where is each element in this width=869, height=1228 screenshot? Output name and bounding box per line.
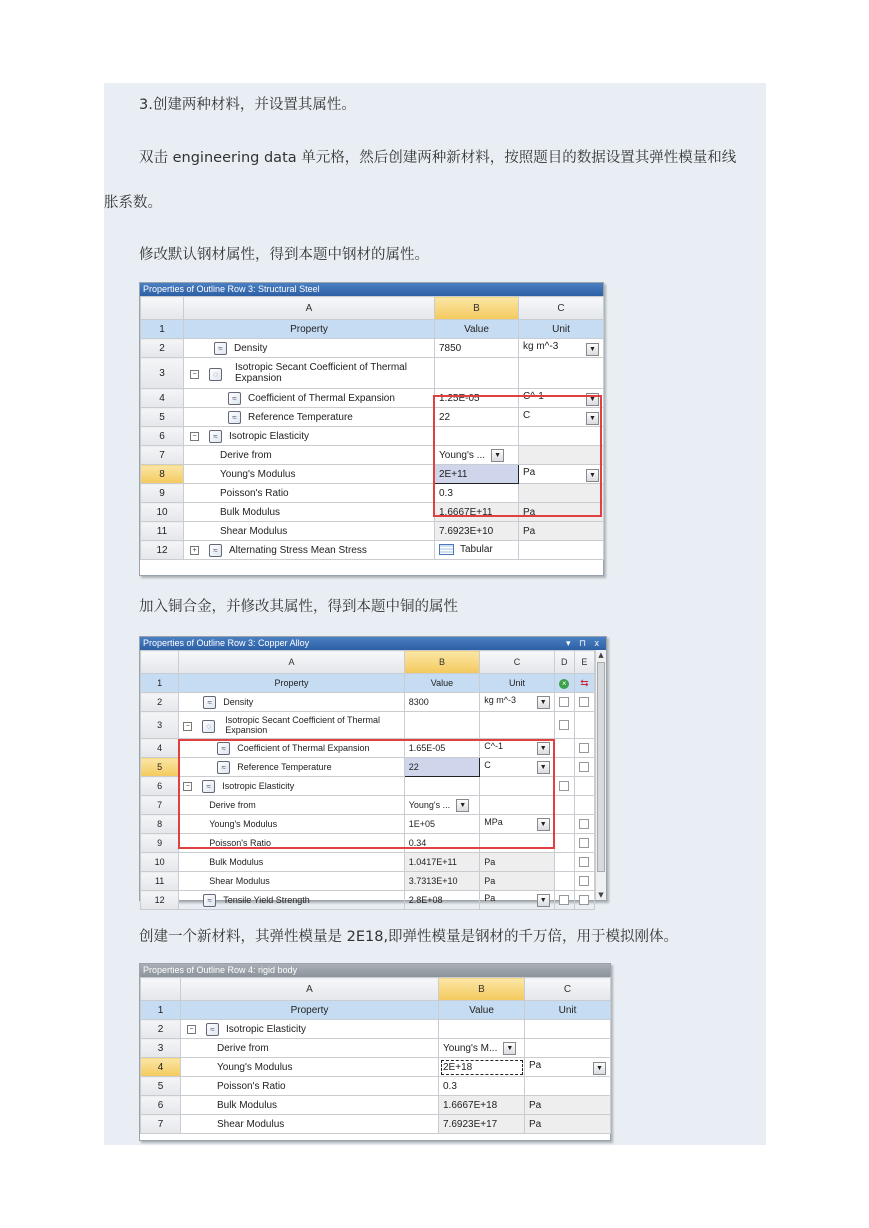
panel-title: Properties of Outline Row 4: rigid body	[140, 964, 610, 977]
row-number[interactable]: 5	[141, 1077, 181, 1096]
unit-cell[interactable]	[519, 358, 604, 389]
row-number[interactable]: 3	[141, 1039, 181, 1058]
checkbox[interactable]	[579, 838, 589, 848]
value-cell: 7.6923E+10	[435, 522, 519, 541]
value-cell[interactable]: 8300	[404, 693, 479, 712]
row-number[interactable]: 5	[141, 408, 184, 427]
panel-title: Properties of Outline Row 3: Copper Alloy	[143, 638, 310, 648]
unit-cell: Pa	[525, 1115, 611, 1134]
column-header-b[interactable]: B	[404, 651, 479, 674]
column-header-c[interactable]: C	[525, 978, 611, 1001]
column-header-c[interactable]: C	[480, 651, 554, 674]
row-number[interactable]: 4	[141, 1058, 181, 1077]
unit-cell	[519, 446, 604, 465]
value-cell[interactable]: 2.8E+08	[404, 891, 479, 910]
checkbox[interactable]	[579, 743, 589, 753]
value-header: Value	[435, 320, 519, 339]
row-number[interactable]: 8	[141, 815, 179, 834]
table-row[interactable]	[141, 541, 604, 560]
unit-text: Pa	[484, 893, 496, 903]
table-row[interactable]	[141, 446, 604, 465]
property-name: Coefficient of Thermal Expansion	[248, 392, 395, 404]
value-cell[interactable]	[404, 777, 479, 796]
derive-from-select[interactable]	[439, 1039, 525, 1058]
value-cell[interactable]: 1.65E-05	[404, 739, 479, 758]
unit-text: Pa	[529, 1059, 542, 1071]
dropdown-arrow-icon[interactable]: ▼	[586, 469, 599, 482]
property-name: Isotropic Elasticity	[222, 780, 295, 791]
column-header-d[interactable]: D	[554, 651, 574, 674]
property-header: Property	[184, 320, 435, 339]
table-row[interactable]	[141, 693, 595, 712]
row-number[interactable]: 7	[141, 446, 184, 465]
steel-properties-panel	[139, 282, 604, 576]
unit-cell	[519, 484, 604, 503]
checkbox[interactable]	[579, 876, 589, 886]
property-name: Poisson's Ratio	[181, 1077, 439, 1096]
steel-properties-table	[140, 296, 604, 560]
column-header-b[interactable]: B	[435, 297, 519, 320]
table-icon	[439, 544, 454, 555]
property-icon: ≈	[214, 342, 227, 355]
value-cell[interactable]: 1E+05	[404, 815, 479, 834]
value-cell[interactable]: 1.25E-05	[435, 389, 519, 408]
property-name: Alternating Stress Mean Stress	[229, 544, 367, 556]
row-number[interactable]: 9	[141, 834, 179, 853]
paragraph-steel: 修改默认钢材属性，得到本题中钢材的属性。	[139, 247, 429, 263]
property-name: Isotropic Secant Coefficient of Thermal Expansion	[235, 362, 407, 384]
dropdown-arrow-icon[interactable]: ▼	[593, 1062, 606, 1075]
table-row[interactable]	[141, 834, 595, 853]
select-value: Young's ...	[408, 799, 451, 810]
unit-cell[interactable]	[519, 427, 604, 446]
table-row[interactable]	[141, 1058, 611, 1077]
unit-cell[interactable]	[519, 389, 604, 408]
value-cell[interactable]	[439, 1020, 525, 1039]
table-row[interactable]	[141, 1077, 611, 1096]
property-name: Shear Modulus	[184, 522, 435, 541]
scroll-up-icon[interactable]: ▲	[598, 651, 604, 659]
paragraph-rigid: 创建一个新材料，其弹性模量是 2E18,即弹性模量是钢材的千万倍，用于模拟刚体。	[139, 929, 679, 945]
dropdown-arrow-icon[interactable]: ▼	[456, 799, 469, 812]
scrollbar-thumb[interactable]	[597, 662, 605, 872]
row-number[interactable]: 5	[141, 758, 179, 777]
row-number[interactable]: 7	[141, 1115, 181, 1134]
table-row[interactable]	[141, 358, 604, 389]
unit-cell[interactable]	[519, 339, 604, 358]
property-icon: ≈	[209, 430, 222, 443]
property-header: Property	[181, 1001, 439, 1020]
property-icon: ≈	[203, 696, 216, 709]
value-cell[interactable]: 0.3	[439, 1077, 525, 1096]
unit-cell	[480, 796, 554, 815]
unit-cell: Pa	[480, 872, 554, 891]
panel-titlebar	[140, 637, 606, 650]
property-name: Isotropic Secant Coefficient of Thermal Expansion	[225, 715, 380, 735]
value-cell[interactable]: 2E+18	[439, 1058, 525, 1077]
corner-cell	[141, 978, 181, 1001]
value-cell: 3.7313E+10	[404, 872, 479, 891]
property-name: Bulk Modulus	[184, 503, 435, 522]
table-row[interactable]	[141, 408, 604, 427]
unit-cell	[480, 834, 554, 853]
value-cell[interactable]: 0.3	[435, 484, 519, 503]
table-row[interactable]	[141, 339, 604, 358]
unit-header: Unit	[519, 320, 604, 339]
property-name: Coefficient of Thermal Expansion	[237, 742, 370, 753]
property-icon: ≈	[209, 544, 222, 557]
column-header-a[interactable]: A	[184, 297, 435, 320]
property-name: Derive from	[184, 446, 435, 465]
row-number[interactable]: 1	[141, 674, 179, 693]
row-number[interactable]: 2	[141, 693, 179, 712]
row-number[interactable]: 4	[141, 739, 179, 758]
value-cell[interactable]: 7850	[435, 339, 519, 358]
property-name: Reference Temperature	[237, 761, 332, 772]
row-number[interactable]: 12	[141, 891, 179, 910]
unit-cell[interactable]	[480, 758, 554, 777]
unit-text: C^-1	[484, 741, 503, 751]
column-header-a[interactable]: A	[179, 651, 404, 674]
unit-cell: Pa	[519, 503, 604, 522]
table-row[interactable]	[141, 853, 595, 872]
unit-cell[interactable]	[525, 1058, 611, 1077]
row-number[interactable]: 6	[141, 427, 184, 446]
table-row[interactable]	[141, 796, 595, 815]
table-row[interactable]	[141, 1096, 611, 1115]
unit-text: kg m^-3	[523, 340, 559, 352]
checkbox[interactable]	[579, 857, 589, 867]
link-icon[interactable]: ⇆	[580, 677, 589, 689]
table-row[interactable]	[141, 1039, 611, 1058]
expand-icon[interactable]: +	[190, 546, 199, 555]
row-number[interactable]: 3	[141, 358, 184, 389]
row-number[interactable]: 11	[141, 522, 184, 541]
property-name: Isotropic Elasticity	[226, 1023, 307, 1035]
property-name: Poisson's Ratio	[179, 834, 404, 853]
unit-text: MPa	[484, 817, 503, 827]
unit-text: C^-1	[523, 390, 544, 402]
unit-cell: Pa	[519, 522, 604, 541]
unit-cell[interactable]	[480, 891, 554, 910]
column-header-b[interactable]: B	[439, 978, 525, 1001]
row-number[interactable]: 3	[141, 712, 179, 739]
unit-cell[interactable]	[519, 465, 604, 484]
unit-text: Pa	[523, 466, 536, 478]
property-name: Derive from	[181, 1039, 439, 1058]
vertical-scrollbar[interactable]	[595, 650, 606, 900]
value-header: Value	[404, 674, 479, 693]
table-row[interactable]	[141, 484, 604, 503]
checkbox[interactable]	[559, 895, 569, 905]
dropdown-arrow-icon[interactable]: ▼	[503, 1042, 516, 1055]
table-row[interactable]	[141, 389, 604, 408]
row-number[interactable]: 1	[141, 1001, 181, 1020]
value-cell[interactable]: 0.34	[404, 834, 479, 853]
row-number[interactable]: 4	[141, 389, 184, 408]
derive-from-select[interactable]	[404, 796, 479, 815]
column-header-e[interactable]: E	[574, 651, 594, 674]
table-row[interactable]	[141, 739, 595, 758]
value-cell: 7.6923E+17	[439, 1115, 525, 1134]
property-name: Young's Modulus	[179, 815, 404, 834]
select-value: Young's ...	[439, 449, 486, 461]
row-number[interactable]: 10	[141, 853, 179, 872]
paragraph-instructions: 双击 engineering data 单元格，然后创建两种新材料，按照题目的数据设置其弹性模量和线	[139, 150, 737, 166]
checkbox[interactable]	[559, 781, 569, 791]
collapse-icon[interactable]: −	[183, 782, 192, 791]
unit-text: C	[523, 409, 531, 421]
unit-cell[interactable]	[480, 815, 554, 834]
unit-cell[interactable]	[480, 712, 554, 739]
row-number[interactable]: 10	[141, 503, 184, 522]
dropdown-arrow-icon[interactable]: ▼	[537, 894, 550, 907]
property-group-icon: ◌	[202, 720, 215, 733]
dropdown-arrow-icon[interactable]: ▼	[537, 742, 550, 755]
value-cell[interactable]: 22	[435, 408, 519, 427]
rigid-body-properties-panel	[139, 963, 611, 1141]
property-name: Isotropic Elasticity	[229, 430, 310, 442]
table-row[interactable]	[141, 503, 604, 522]
unit-cell[interactable]	[480, 693, 554, 712]
value-cell: 1.0417E+11	[404, 853, 479, 872]
value-cell[interactable]	[435, 427, 519, 446]
row-number[interactable]: 2	[141, 339, 184, 358]
property-icon: ≈	[217, 742, 230, 755]
value-cell: 1.6667E+11	[435, 503, 519, 522]
dropdown-arrow-icon[interactable]: ▼	[537, 761, 550, 774]
property-icon: ≈	[228, 392, 241, 405]
dropdown-arrow-icon[interactable]: ▼	[586, 343, 599, 356]
table-row[interactable]	[141, 872, 595, 891]
unit-cell[interactable]	[480, 739, 554, 758]
collapse-icon[interactable]: −	[187, 1025, 196, 1034]
unit-cell	[525, 1039, 611, 1058]
property-header: Property	[179, 674, 404, 693]
value-cell[interactable]	[404, 712, 479, 739]
property-name: Tensile Yield Strength	[223, 894, 310, 905]
row-number[interactable]: 1	[141, 320, 184, 339]
checkbox[interactable]	[579, 819, 589, 829]
property-name: Reference Temperature	[248, 411, 353, 423]
table-row[interactable]	[141, 777, 595, 796]
table-row[interactable]	[141, 815, 595, 834]
property-name: Shear Modulus	[179, 872, 404, 891]
property-name: Poisson's Ratio	[184, 484, 435, 503]
table-row[interactable]	[141, 758, 595, 777]
unit-cell[interactable]	[519, 408, 604, 427]
column-header-a[interactable]: A	[181, 978, 439, 1001]
value-cell[interactable]: 2E+11	[435, 465, 519, 484]
green-x-icon[interactable]: ×	[559, 679, 569, 689]
property-name: Derive from	[179, 796, 404, 815]
property-name: Bulk Modulus	[181, 1096, 439, 1115]
unit-cell: Pa	[480, 853, 554, 872]
corner-cell	[141, 651, 179, 674]
paragraph-copper: 加入铜合金，并修改其属性，得到本题中铜的属性	[139, 599, 458, 615]
property-icon: ≈	[206, 1023, 219, 1036]
table-row[interactable]	[141, 427, 604, 446]
row-number[interactable]: 7	[141, 796, 179, 815]
row-number[interactable]: 8	[141, 465, 184, 484]
table-row[interactable]	[141, 712, 595, 739]
value-cell[interactable]	[435, 541, 519, 560]
rigid-body-properties-table	[140, 977, 611, 1134]
dropdown-arrow-icon[interactable]: ▼	[491, 449, 504, 462]
row-number[interactable]: 2	[141, 1020, 181, 1039]
derive-from-select[interactable]	[435, 446, 519, 465]
dropdown-arrow-icon[interactable]: ▼	[537, 696, 550, 709]
property-icon: ≈	[203, 894, 216, 907]
unit-cell[interactable]	[525, 1020, 611, 1039]
property-name: Young's Modulus	[184, 465, 435, 484]
row-number[interactable]: 6	[141, 1096, 181, 1115]
dropdown-arrow-icon[interactable]: ▼	[586, 412, 599, 425]
checkbox[interactable]	[559, 697, 569, 707]
checkbox[interactable]	[579, 895, 589, 905]
unit-header: Unit	[525, 1001, 611, 1020]
property-icon: ≈	[217, 761, 230, 774]
unit-cell	[519, 541, 604, 560]
unit-cell	[525, 1077, 611, 1096]
collapse-icon[interactable]: −	[190, 432, 199, 441]
value-header: Value	[439, 1001, 525, 1020]
panel-title: Properties of Outline Row 3: Structural Steel	[140, 283, 603, 296]
column-header-c[interactable]: C	[519, 297, 604, 320]
dropdown-arrow-icon[interactable]: ▼	[537, 818, 550, 831]
property-group-icon: ◌	[209, 368, 222, 381]
checkbox[interactable]	[559, 720, 569, 730]
select-value: Young's M...	[443, 1042, 498, 1054]
value-cell[interactable]: 22	[404, 758, 479, 777]
unit-text: kg m^-3	[484, 695, 516, 705]
table-row[interactable]	[141, 522, 604, 541]
collapse-icon[interactable]: −	[183, 722, 192, 731]
property-name: Density	[223, 696, 254, 707]
checkbox[interactable]	[579, 762, 589, 772]
row-number[interactable]: 12	[141, 541, 184, 560]
row-number[interactable]: 6	[141, 777, 179, 796]
property-icon: ≈	[202, 780, 215, 793]
value-cell[interactable]	[435, 358, 519, 389]
value-text: Tabular	[460, 544, 493, 556]
unit-cell[interactable]	[480, 777, 554, 796]
table-row[interactable]	[141, 465, 604, 484]
collapse-icon[interactable]: −	[190, 370, 199, 379]
paragraph-step-3: 3.创建两种材料，并设置其属性。	[139, 97, 356, 113]
property-name: Bulk Modulus	[179, 853, 404, 872]
property-icon: ≈	[228, 411, 241, 424]
property-name: Young's Modulus	[181, 1058, 439, 1077]
checkbox[interactable]	[579, 697, 589, 707]
row-number[interactable]: 11	[141, 872, 179, 891]
panel-controls[interactable]: ▾ ⊓ x	[565, 638, 602, 648]
paragraph-instructions-cont: 胀系数。	[104, 195, 162, 211]
unit-header: Unit	[480, 674, 554, 693]
unit-text: C	[484, 760, 491, 770]
property-name: Shear Modulus	[181, 1115, 439, 1134]
value-cell: 1.6667E+18	[439, 1096, 525, 1115]
table-row[interactable]	[141, 1115, 611, 1134]
copper-properties-panel	[139, 636, 607, 905]
dropdown-arrow-icon[interactable]: ▼	[586, 393, 599, 406]
unit-cell: Pa	[525, 1096, 611, 1115]
property-name: Density	[234, 342, 268, 354]
table-row[interactable]	[141, 891, 595, 910]
corner-cell	[141, 297, 184, 320]
copper-properties-table	[140, 650, 595, 910]
table-row[interactable]	[141, 1020, 611, 1039]
row-number[interactable]: 9	[141, 484, 184, 503]
scroll-down-icon[interactable]: ▼	[598, 891, 604, 899]
